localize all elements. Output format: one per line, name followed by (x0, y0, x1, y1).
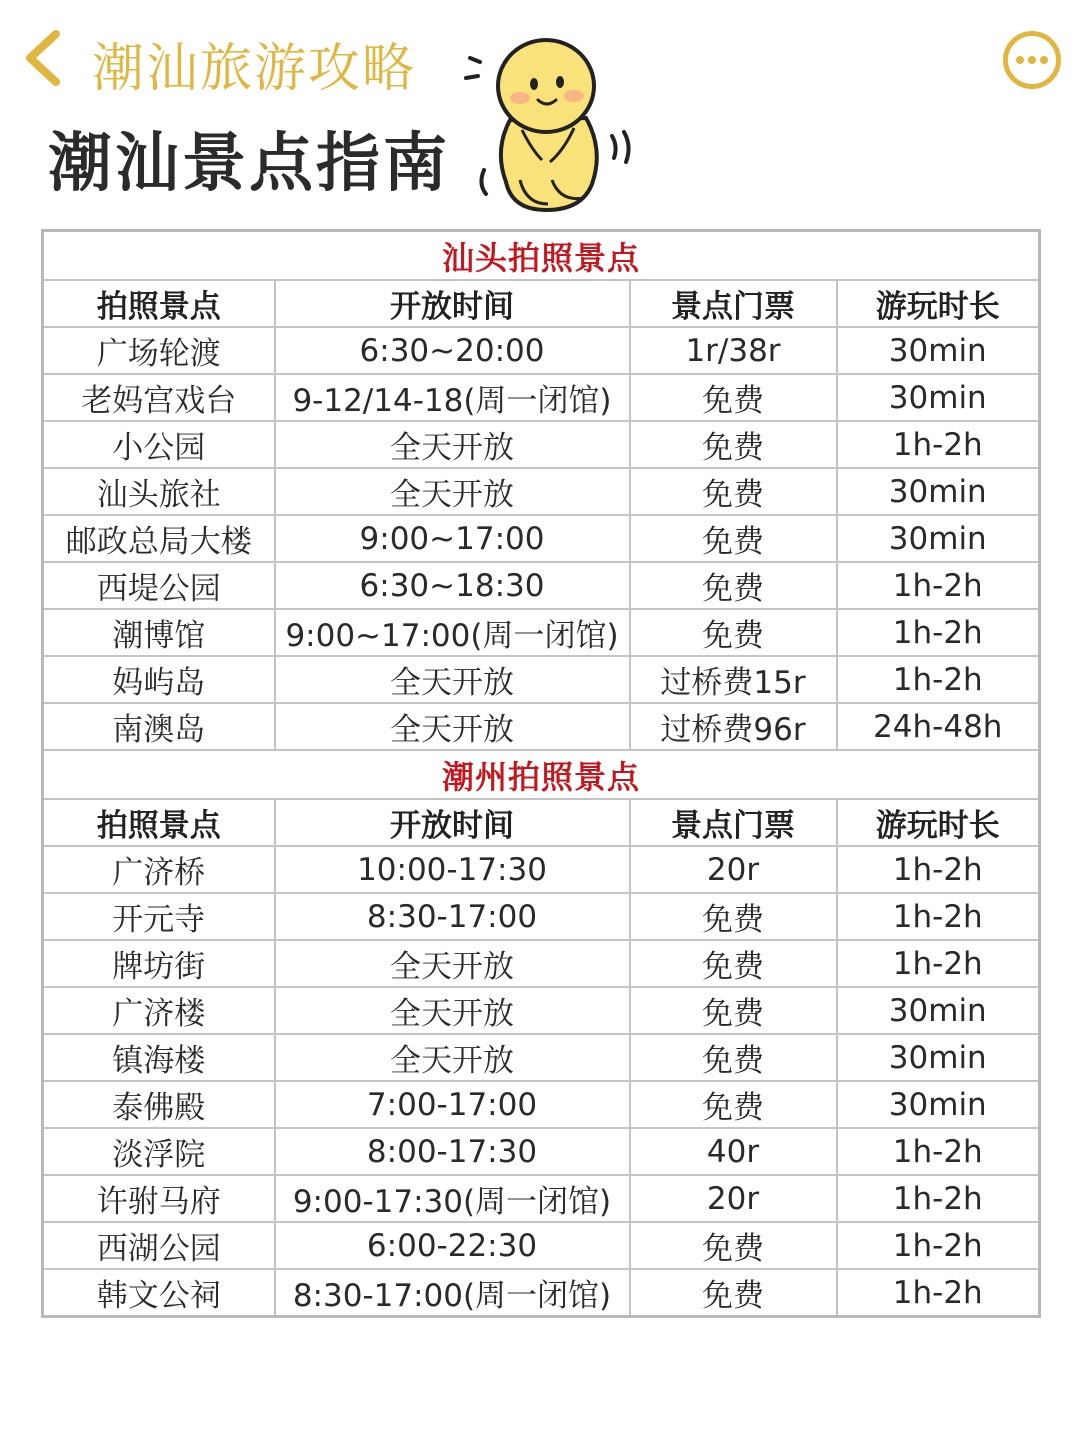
ticket-cell: 1r/38r (630, 327, 837, 374)
spot-name-cell: 许驸马府 (43, 1175, 275, 1222)
table-row (43, 1175, 1040, 1222)
back-button[interactable] (18, 28, 70, 88)
ticket-cell: 免费 (630, 1222, 837, 1269)
opening-hours-cell: 全天开放 (275, 1034, 630, 1081)
header (0, 0, 1080, 225)
section-title-row (43, 750, 1040, 799)
ticket-cell: 免费 (630, 468, 837, 515)
table-row (43, 327, 1040, 374)
scenic-spots-table (41, 229, 1041, 1318)
opening-hours-cell: 6:00-22:30 (275, 1222, 630, 1269)
duration-cell: 30min (837, 374, 1040, 421)
table-row (43, 1034, 1040, 1081)
opening-hours-cell: 全天开放 (275, 421, 630, 468)
table-row (43, 1269, 1040, 1317)
opening-hours-cell: 7:00-17:00 (275, 1081, 630, 1128)
ticket-cell: 免费 (630, 1269, 837, 1317)
more-dots-icon (1015, 55, 1049, 65)
opening-hours-cell: 8:00-17:30 (275, 1128, 630, 1175)
opening-hours-cell: 10:00-17:30 (275, 846, 630, 893)
ticket-cell: 20r (630, 1175, 837, 1222)
duration-cell: 24h-48h (837, 703, 1040, 750)
opening-hours-cell: 全天开放 (275, 703, 630, 750)
spot-name-cell: 淡浮院 (43, 1128, 275, 1175)
table-row (43, 1222, 1040, 1269)
opening-hours-cell: 9:00~17:00(周一闭馆) (275, 609, 630, 656)
opening-hours-cell: 6:30~20:00 (275, 327, 630, 374)
spot-name-cell: 西堤公园 (43, 562, 275, 609)
duration-cell: 1h-2h (837, 940, 1040, 987)
spot-name-cell: 镇海楼 (43, 1034, 275, 1081)
ticket-cell: 40r (630, 1128, 837, 1175)
opening-hours-cell: 全天开放 (275, 656, 630, 703)
ticket-cell: 免费 (630, 893, 837, 940)
table-row (43, 893, 1040, 940)
table-row (43, 515, 1040, 562)
ticket-cell: 免费 (630, 609, 837, 656)
ticket-cell: 过桥费15r (630, 656, 837, 703)
opening-hours-cell: 8:30-17:00(周一闭馆) (275, 1269, 630, 1317)
opening-hours-cell: 9:00-17:30(周一闭馆) (275, 1175, 630, 1222)
spot-name-cell: 南澳岛 (43, 703, 275, 750)
table-row (43, 421, 1040, 468)
opening-hours-cell: 9-12/14-18(周一闭馆) (275, 374, 630, 421)
ticket-cell: 20r (630, 846, 837, 893)
table-row (43, 374, 1040, 421)
mascot-sticker (462, 20, 642, 220)
column-header-hours: 开放时间 (275, 799, 630, 846)
chevron-left-icon (18, 28, 70, 88)
column-header-hours: 开放时间 (275, 280, 630, 327)
duration-cell: 30min (837, 468, 1040, 515)
more-button[interactable] (1003, 31, 1061, 89)
spot-name-cell: 邮政总局大楼 (43, 515, 275, 562)
column-header-duration: 游玩时长 (837, 799, 1040, 846)
duration-cell: 1h-2h (837, 421, 1040, 468)
table-row (43, 940, 1040, 987)
ticket-cell: 免费 (630, 940, 837, 987)
column-header-row (43, 799, 1040, 846)
opening-hours-cell: 8:30-17:00 (275, 893, 630, 940)
spot-name-cell: 韩文公祠 (43, 1269, 275, 1317)
duration-cell: 30min (837, 1034, 1040, 1081)
spot-name-cell: 牌坊街 (43, 940, 275, 987)
ticket-cell: 免费 (630, 374, 837, 421)
duration-cell: 1h-2h (837, 893, 1040, 940)
ticket-cell: 过桥费96r (630, 703, 837, 750)
ticket-cell: 免费 (630, 421, 837, 468)
table-row (43, 987, 1040, 1034)
duration-cell: 1h-2h (837, 562, 1040, 609)
spot-name-cell: 潮博馆 (43, 609, 275, 656)
duration-cell: 30min (837, 1081, 1040, 1128)
section-title: 潮州拍照景点 (43, 750, 1040, 799)
opening-hours-cell: 6:30~18:30 (275, 562, 630, 609)
column-header-ticket: 景点门票 (630, 799, 837, 846)
opening-hours-cell: 全天开放 (275, 940, 630, 987)
spot-name-cell: 小公园 (43, 421, 275, 468)
duration-cell: 1h-2h (837, 656, 1040, 703)
section-title: 汕头拍照景点 (43, 231, 1040, 281)
spot-name-cell: 广济桥 (43, 846, 275, 893)
app-title: 潮汕旅游攻略 (92, 39, 417, 99)
opening-hours-cell: 全天开放 (275, 987, 630, 1034)
table-row (43, 468, 1040, 515)
table-row (43, 703, 1040, 750)
ticket-cell: 免费 (630, 562, 837, 609)
duration-cell: 1h-2h (837, 1269, 1040, 1317)
table-row (43, 609, 1040, 656)
table-row (43, 1128, 1040, 1175)
column-header-spot: 拍照景点 (43, 280, 275, 327)
column-header-spot: 拍照景点 (43, 799, 275, 846)
spot-name-cell: 开元寺 (43, 893, 275, 940)
table-row (43, 1081, 1040, 1128)
duration-cell: 1h-2h (837, 1128, 1040, 1175)
table-row (43, 562, 1040, 609)
duration-cell: 1h-2h (837, 846, 1040, 893)
duration-cell: 1h-2h (837, 1175, 1040, 1222)
duration-cell: 30min (837, 987, 1040, 1034)
spot-name-cell: 泰佛殿 (43, 1081, 275, 1128)
duration-cell: 30min (837, 327, 1040, 374)
ticket-cell: 免费 (630, 515, 837, 562)
column-header-ticket: 景点门票 (630, 280, 837, 327)
table-row (43, 656, 1040, 703)
spot-name-cell: 西湖公园 (43, 1222, 275, 1269)
table-row (43, 846, 1040, 893)
spot-name-cell: 妈屿岛 (43, 656, 275, 703)
column-header-row (43, 280, 1040, 327)
ticket-cell: 免费 (630, 1034, 837, 1081)
ticket-cell: 免费 (630, 1081, 837, 1128)
duration-cell: 1h-2h (837, 609, 1040, 656)
column-header-duration: 游玩时长 (837, 280, 1040, 327)
spot-name-cell: 汕头旅社 (43, 468, 275, 515)
opening-hours-cell: 全天开放 (275, 468, 630, 515)
duration-cell: 1h-2h (837, 1222, 1040, 1269)
opening-hours-cell: 9:00~17:00 (275, 515, 630, 562)
duration-cell: 30min (837, 515, 1040, 562)
spot-name-cell: 广场轮渡 (43, 327, 275, 374)
spot-name-cell: 老妈宫戏台 (43, 374, 275, 421)
page-title: 潮汕景点指南 (48, 127, 450, 201)
section-title-row (43, 231, 1040, 281)
spot-name-cell: 广济楼 (43, 987, 275, 1034)
ticket-cell: 免费 (630, 987, 837, 1034)
